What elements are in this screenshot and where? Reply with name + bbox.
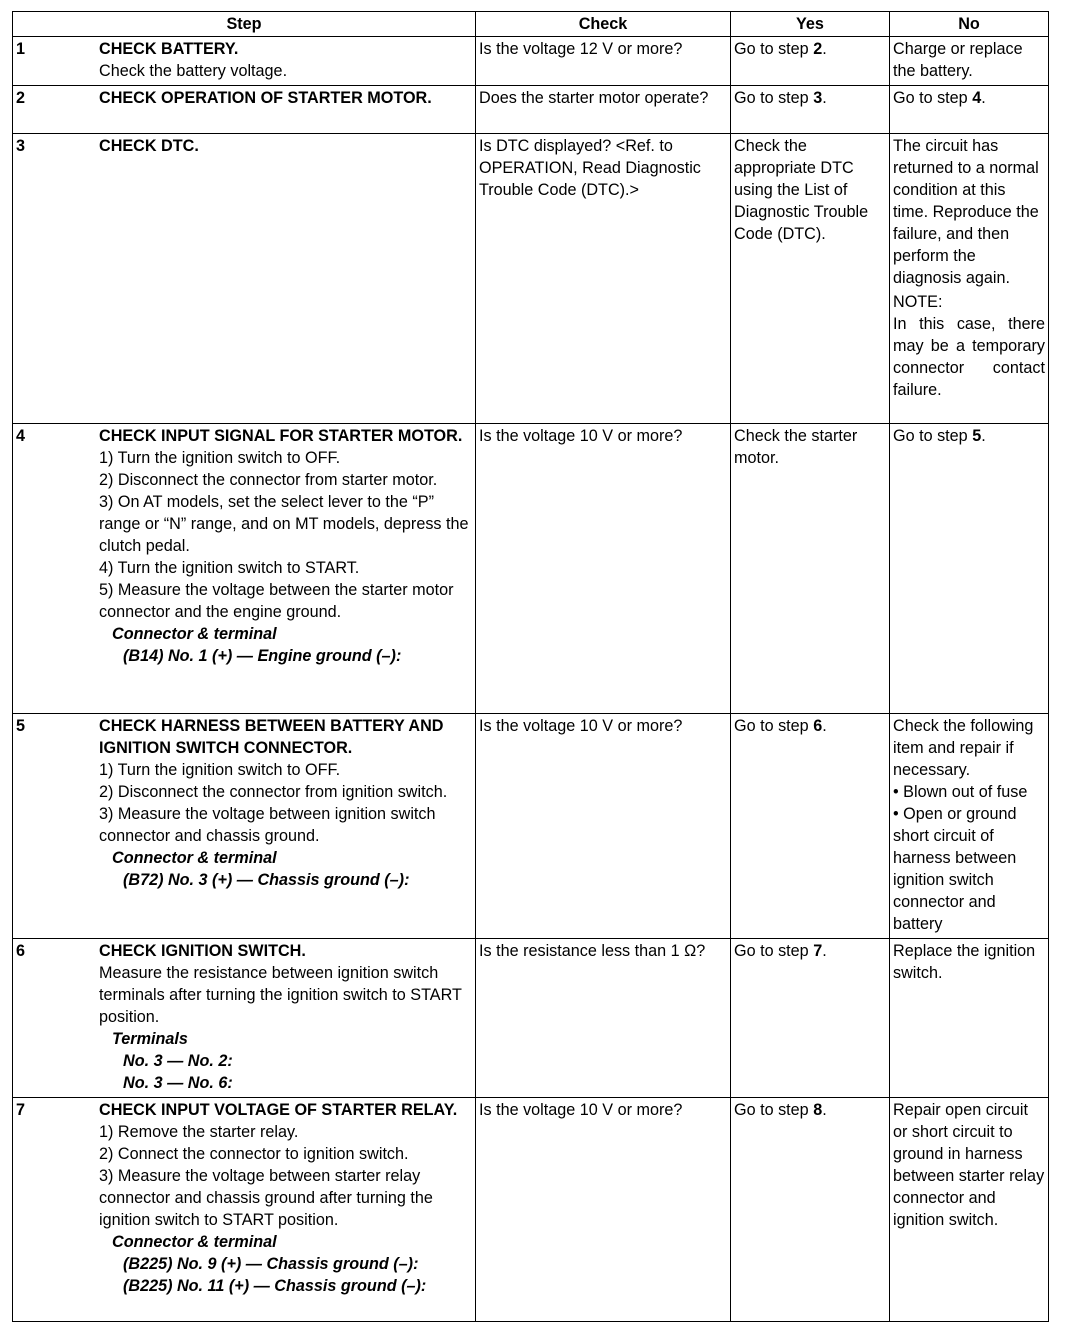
- connector-value: (B14) No. 1 (+) — Engine ground (–):: [123, 647, 402, 665]
- step-row-2: [13, 86, 1049, 134]
- no-cell: Repair open circuit or short circuit to ground in harness between starter relay connector and ignition switch.: [890, 1098, 1049, 1322]
- step-title: CHECK HARNESS BETWEEN BATTERY AND IGNITION SWITCH CONNECTOR.: [99, 717, 444, 757]
- yes-step-ref: 7: [813, 942, 823, 960]
- no-cell: [890, 134, 1049, 424]
- step-cell: [13, 939, 476, 1098]
- no-cell: [890, 424, 1049, 714]
- step-number: 1: [16, 40, 26, 58]
- no-cell: Charge or replace the battery.: [890, 37, 1049, 86]
- yes-suffix: .: [822, 717, 827, 735]
- yes-step-ref: 2: [813, 40, 823, 58]
- step-title: CHECK INPUT VOLTAGE OF STARTER RELAY.: [99, 1101, 458, 1119]
- yes-suffix: .: [822, 942, 827, 960]
- step-row-1: [13, 37, 1049, 86]
- header-no: No: [890, 12, 1049, 37]
- step-title: CHECK BATTERY.: [99, 40, 239, 58]
- note-label: NOTE:: [893, 293, 943, 311]
- step-title: CHECK DTC.: [99, 137, 199, 155]
- check-cell: Does the starter motor operate?: [476, 86, 731, 134]
- yes-step-ref: 6: [813, 717, 823, 735]
- no-suffix: .: [981, 89, 986, 107]
- step-instruction: Check the battery voltage.: [99, 62, 288, 80]
- step-cell: [13, 134, 476, 424]
- connector-value: (B225) No. 9 (+) — Chassis ground (–):: [123, 1255, 419, 1273]
- step-title: CHECK IGNITION SWITCH.: [99, 942, 306, 960]
- yes-cell: [731, 86, 890, 134]
- terminals-value: No. 3 — No. 6:: [123, 1074, 233, 1092]
- yes-cell: Check the starter motor.: [731, 424, 890, 714]
- yes-suffix: .: [822, 1101, 827, 1119]
- header-step: Step: [13, 12, 476, 37]
- step-cell: [13, 424, 476, 714]
- step-instruction: 2) Connect the connector to ignition switch.: [99, 1145, 409, 1163]
- step-cell: [13, 1098, 476, 1322]
- step-title: CHECK INPUT SIGNAL FOR STARTER MOTOR.: [99, 427, 463, 445]
- no-text: Check the following item and repair if necessary.: [893, 717, 1034, 779]
- connector-label: Connector & terminal: [112, 1233, 277, 1251]
- connector-value: (B225) No. 11 (+) — Chassis ground (–):: [123, 1277, 427, 1295]
- step-row-3: [13, 134, 1049, 424]
- step-row-6: [13, 939, 1049, 1098]
- connector-label: Connector & terminal: [112, 625, 277, 643]
- yes-cell: [731, 37, 890, 86]
- step-instruction: 1) Turn the ignition switch to OFF.: [99, 449, 341, 467]
- yes-cell: [731, 939, 890, 1098]
- yes-step-ref: 3: [813, 89, 823, 107]
- step-instruction: 3) Measure the voltage between starter relay connector and chassis ground after turning the ignition switch to START position.: [99, 1167, 433, 1229]
- step-instruction: 4) Turn the ignition switch to START.: [99, 559, 360, 577]
- yes-cell: [731, 714, 890, 939]
- step-instruction: 1) Turn the ignition switch to OFF.: [99, 761, 341, 779]
- check-cell: Is DTC displayed? <Ref. to OPERATION, Read Diagnostic Trouble Code (DTC).>: [476, 134, 731, 424]
- no-step-ref: 4: [972, 89, 982, 107]
- check-cell: Is the resistance less than 1 Ω?: [476, 939, 731, 1098]
- step-instruction: 2) Disconnect the connector from starter motor.: [99, 471, 438, 489]
- header-row: [13, 12, 1049, 37]
- step-instruction: 1) Remove the starter relay.: [99, 1123, 299, 1141]
- step-number: 4: [16, 427, 26, 445]
- no-cell: [890, 86, 1049, 134]
- note-text: In this case, there may be a temporary connector contact failure.: [893, 315, 1045, 399]
- step-instruction: 5) Measure the voltage between the starter motor connector and the engine ground.: [99, 581, 454, 621]
- terminals-value: No. 3 — No. 2:: [123, 1052, 233, 1070]
- connector-value: (B72) No. 3 (+) — Chassis ground (–):: [123, 871, 410, 889]
- yes-text: Go to step: [734, 942, 814, 960]
- diagnostic-table: [12, 11, 1049, 1322]
- no-bullet: • Open or ground short circuit of harness between ignition switch connector and battery: [893, 803, 1045, 935]
- header-check: Check: [476, 12, 731, 37]
- step-number: 3: [16, 137, 26, 155]
- step-number: 5: [16, 717, 26, 735]
- terminals-label: Terminals: [112, 1030, 188, 1048]
- step-instruction: Measure the resistance between ignition switch terminals after turning the ignition switch to START position.: [99, 964, 462, 1026]
- yes-suffix: .: [822, 89, 827, 107]
- check-cell: Is the voltage 10 V or more?: [476, 1098, 731, 1322]
- step-row-4: [13, 424, 1049, 714]
- no-text: Go to step: [893, 89, 973, 107]
- check-cell: Is the voltage 10 V or more?: [476, 424, 731, 714]
- step-instruction: 3) On AT models, set the select lever to the “P” range or “N” range, and on MT models, depress the clutch pedal.: [99, 493, 469, 555]
- step-cell: [13, 37, 476, 86]
- yes-text: Go to step: [734, 89, 814, 107]
- yes-cell: [731, 1098, 890, 1322]
- step-instruction: 2) Disconnect the connector from ignition switch.: [99, 783, 448, 801]
- no-cell: Replace the ignition switch.: [890, 939, 1049, 1098]
- step-number: 2: [16, 89, 26, 107]
- yes-text: Go to step: [734, 1101, 814, 1119]
- step-number: 7: [16, 1101, 26, 1119]
- yes-text: Go to step: [734, 717, 814, 735]
- no-step-ref: 5: [972, 427, 982, 445]
- connector-label: Connector & terminal: [112, 849, 277, 867]
- yes-text: Go to step: [734, 40, 814, 58]
- no-suffix: .: [981, 427, 986, 445]
- step-instruction: 3) Measure the voltage between ignition switch connector and chassis ground.: [99, 805, 436, 845]
- no-text: Go to step: [893, 427, 973, 445]
- check-cell: Is the voltage 10 V or more?: [476, 714, 731, 939]
- header-yes: Yes: [731, 12, 890, 37]
- yes-cell: Check the appropriate DTC using the List of Diagnostic Trouble Code (DTC).: [731, 134, 890, 424]
- step-cell: [13, 714, 476, 939]
- step-row-5: [13, 714, 1049, 939]
- step-row-7: [13, 1098, 1049, 1322]
- step-cell: [13, 86, 476, 134]
- no-cell: [890, 714, 1049, 939]
- no-bullet: • Blown out of fuse: [893, 781, 1045, 803]
- yes-suffix: .: [822, 40, 827, 58]
- check-cell: Is the voltage 12 V or more?: [476, 37, 731, 86]
- yes-step-ref: 8: [813, 1101, 823, 1119]
- no-text: The circuit has returned to a normal condition at this time. Reproduce the failure, and then perform the diagnosis again.: [893, 137, 1039, 287]
- step-title: CHECK OPERATION OF STARTER MOTOR.: [99, 89, 432, 107]
- step-number: 6: [16, 942, 26, 960]
